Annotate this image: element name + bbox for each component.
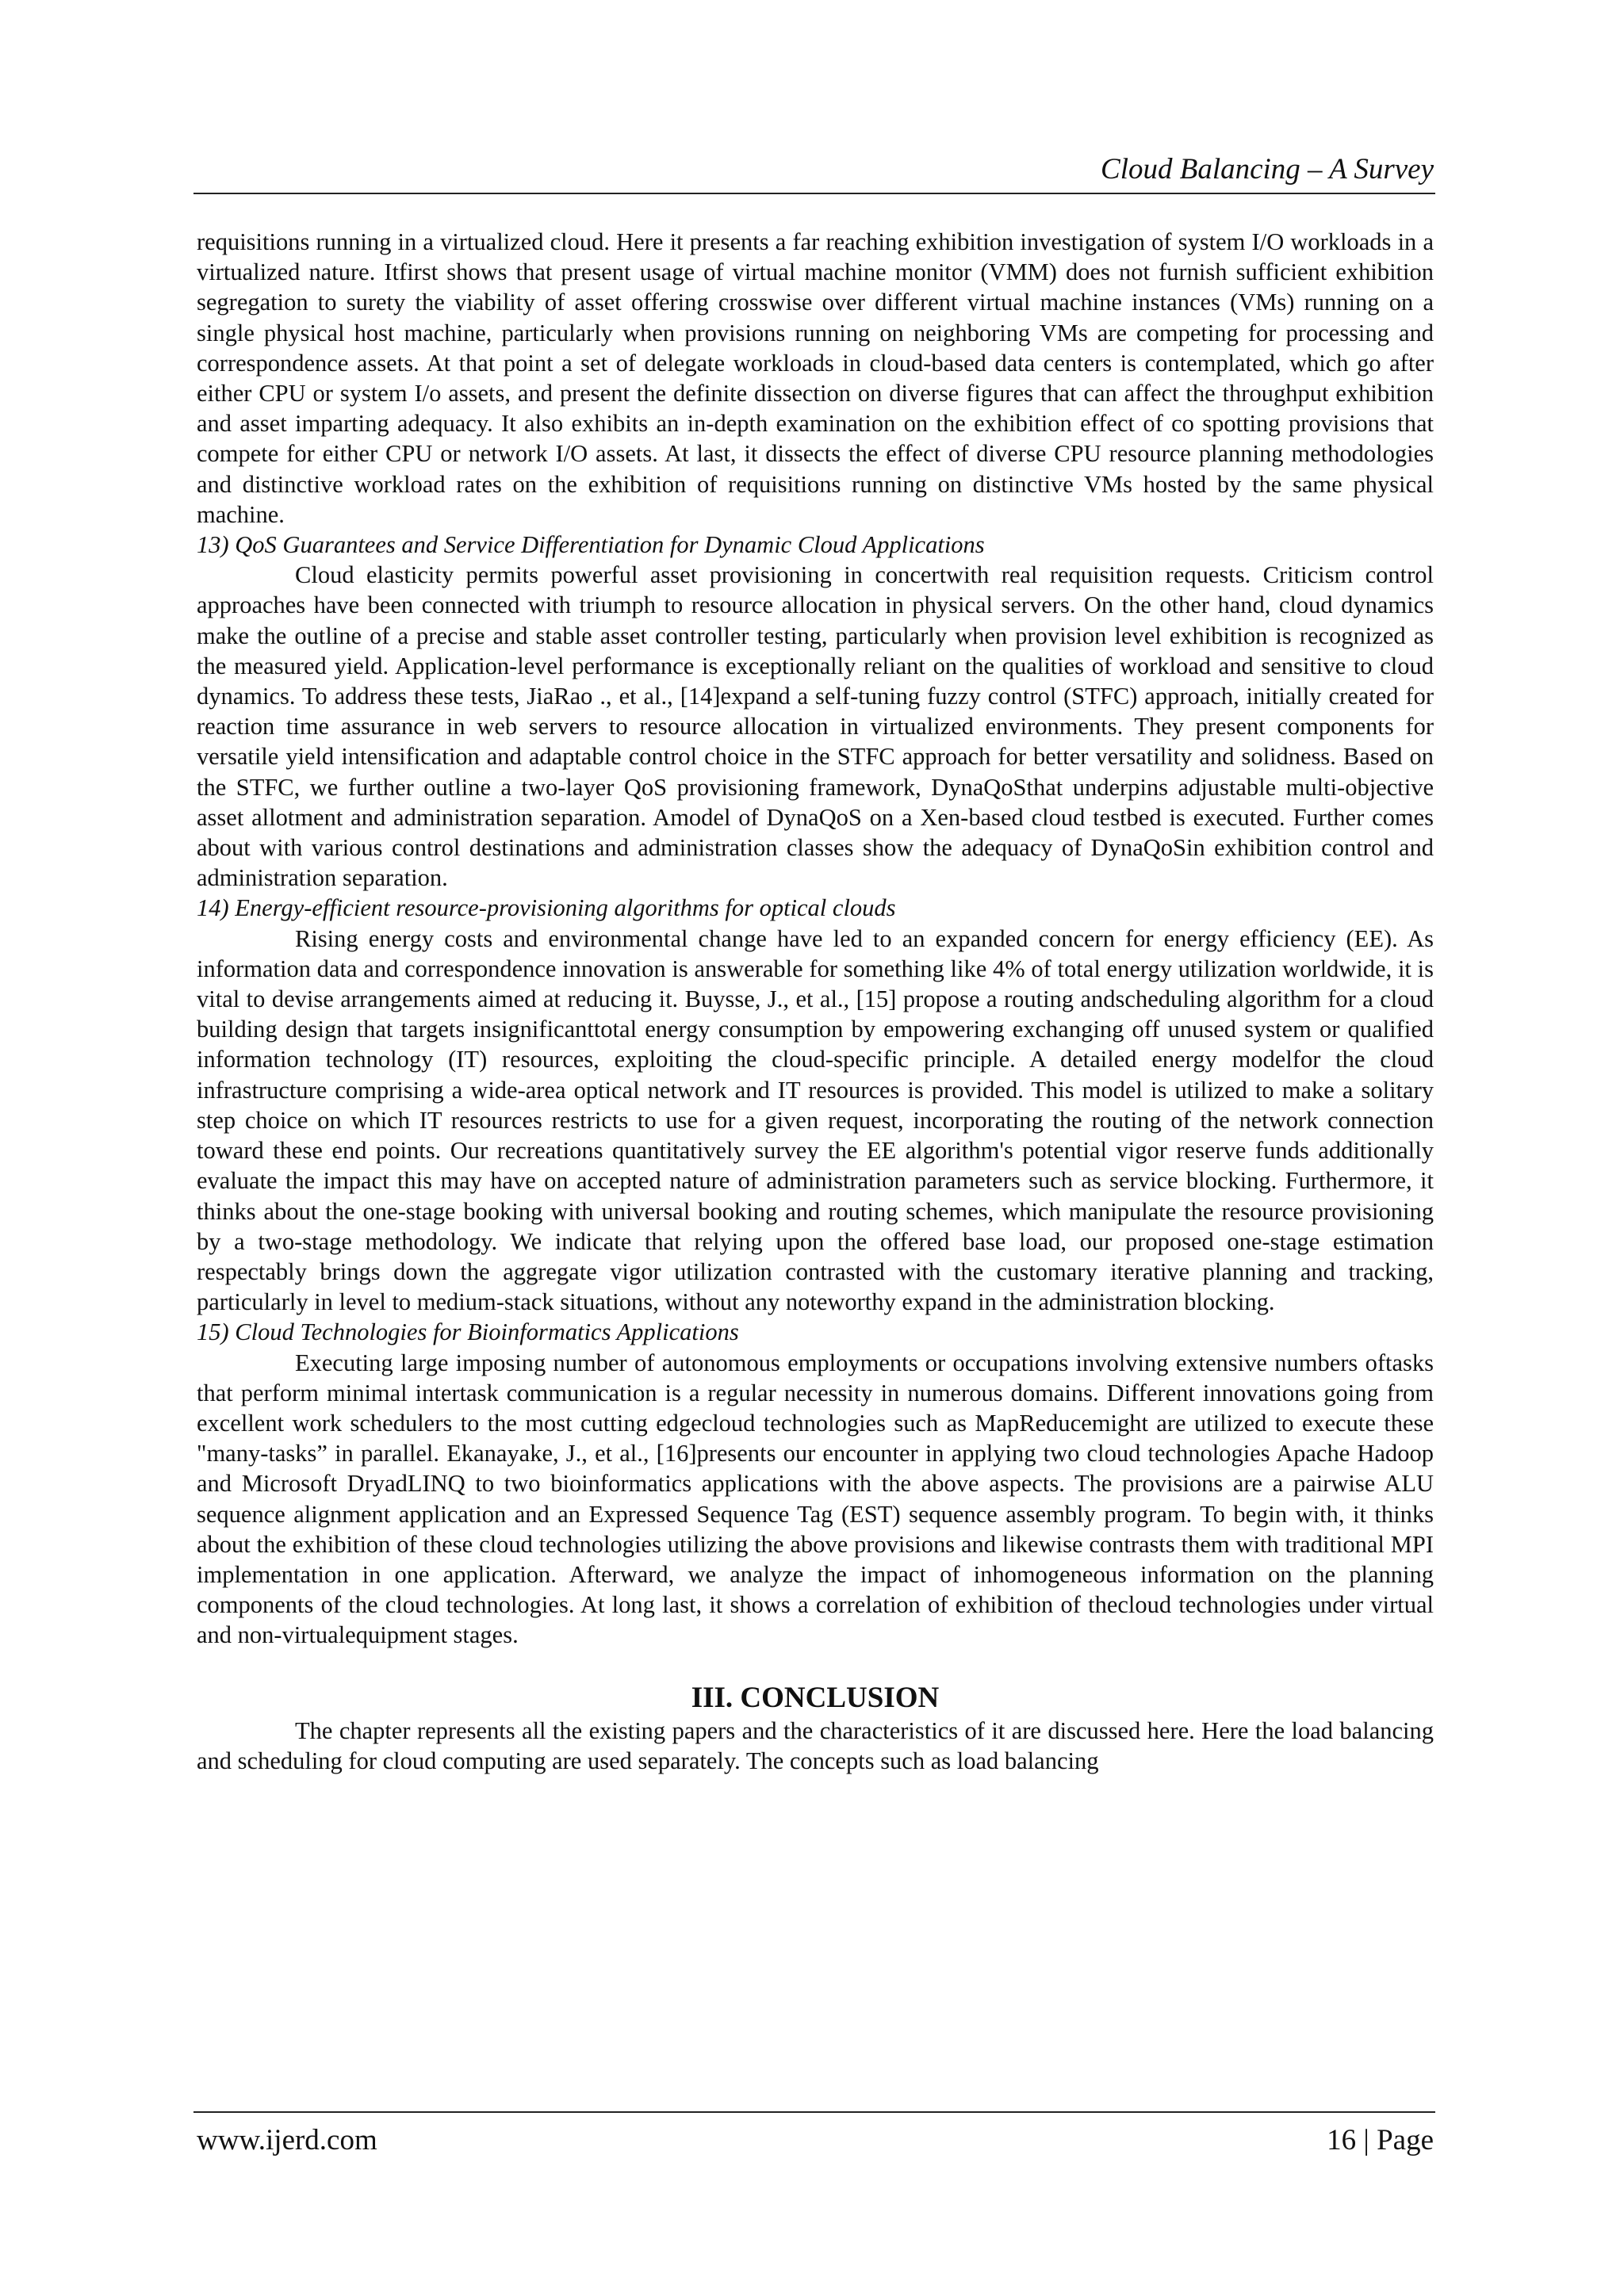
body-text [197, 227, 1434, 1776]
section-14-paragraph: Rising energy costs and environmental change have led to an expanded concern for energy efficiency (EE). As information data and correspondence innovation is answerable for something like 4% of total energy utilization worldwide, it is vital to devise arrangements aimed at reducing it. Buysse, J., et al., [15] propose a routing andscheduling algorithm for a cloud building design that targets insignificanttotal energy consumption by empowering exchanging off unused system or qualified information technology (IT) resources, exploiting the cloud-specific principle. A detailed energy modelfor the cloud infrastructure comprising a wide-area optical network and IT resources is provided. This model is utilized to make a solitary step choice on which IT resources restricts to use for a given request, incorporating the routing of the network connection toward these end points. Our recreations quantitatively survey the EE algorithm's potential vigor reserve funds additionally evaluate the impact this may have on accepted nature of administration parameters such as service blocking. Furthermore, it thinks about the one-stage booking with universal booking and routing schemes, which manipulate the resource provisioning by a two-stage methodology. We indicate that relying upon the offered base load, our proposed one-stage estimation respectably brings down the aggregate vigor utilization contrasted with the customary iterative planning and tracking, particularly in level to medium-stack situations, without any noteworthy expand in the administration blocking. [197, 924, 1434, 1316]
section-13-title: 13) QoS Guarantees and Service Differentiation for Dynamic Cloud Applications [197, 531, 985, 559]
intro-paragraph: requisitions running in a virtualized cloud. Here it presents a far reaching exhibition investigation of system I/O workloads in a virtualized nature. Itfirst shows that present usage of virtual machine monitor (VMM) does not furnish sufficient exhibition segregation to surety the viability of asset offering crosswise over different virtual machine instances (VMs) running on a single physical host machine, particularly when provisions running on neighboring VMs are competing for processing and correspondence assets. At that point a set of delegate workloads in cloud-based data centers is contemplated, which go after either CPU or system I/o assets, and present the definite dissection on diverse figures that can affect the throughput exhibition and asset imparting adequacy. It also exhibits an in-depth examination on the exhibition effect of co spotting provisions that compete for either CPU or network I/O assets. At last, it dissects the effect of diverse CPU resource planning methodologies and distinctive workload rates on the exhibition of requisitions running on distinctive VMs hosted by the same physical machine. [197, 228, 1434, 528]
section-13-paragraph: Cloud elasticity permits powerful asset provisioning in concertwith real requisition requests. Criticism control approaches have been connected with triumph to resource allocation in physical servers. On the other hand, cloud dynamics make the outline of a precise and stable asset controller testing, particularly when provision level exhibition is recognized as the measured yield. Application-level performance is exceptionally reliant on the qualities of workload and sensitive to cloud dynamics. To address these tests, JiaRao ., et al., [14]expand a self-tuning fuzzy control (STFC) approach, initially created for reaction time assurance in web servers to resource allocation in virtualized environments. They present components for versatile yield intensification and adaptable control choice in the STFC approach for better versatility and solidness. Based on the STFC, we further outline a two-layer QoS provisioning framework, DynaQoSthat underpins adjustable multi-objective asset allotment and administration separation. Amodel of DynaQoS on a Xen-based cloud testbed is executed. Further comes about with various control destinations and administration classes show the adequacy of DynaQoSin exhibition control and administration separation. [197, 561, 1434, 892]
footer-rule [193, 2111, 1435, 2113]
section-15-paragraph: Executing large imposing number of autonomous employments or occupations involving extensive numbers oftasks that perform minimal intertask communication is a regular necessity in numerous domains. Different innovations going from excellent work schedulers to the most cutting edgecloud technologies such as MapReducemight are utilized to execute these "many-tasks” in parallel. Ekanayake, J., et al., [16]presents our encounter in applying two cloud technologies Apache Hadoop and Microsoft DryadLINQ to two bioinformatics applications with the above aspects. The provisions are a pairwise ALU sequence alignment application and an Expressed Sequence Tag (EST) sequence assembly program. To begin with, it thinks about the exhibition of these cloud technologies utilizing the above provisions and likewise contrasts them with traditional MPI implementation in one application. Afterward, we analyze the impact of inhomogeneous information on the planning components of the cloud technologies. At long last, it shows a correlation of exhibition of thecloud technologies under virtual and non-virtualequipment stages. [197, 1349, 1434, 1649]
running-header: Cloud Balancing – A Survey [1101, 153, 1434, 186]
footer-page-number: 16 | Page [1327, 2124, 1434, 2156]
conclusion-heading: III. CONCLUSION [691, 1681, 940, 1714]
header-rule [193, 193, 1435, 194]
section-14-title: 14) Energy-efficient resource-provisioning algorithms for optical clouds [197, 894, 896, 922]
footer-website: www.ijerd.com [197, 2124, 377, 2156]
section-15-title: 15) Cloud Technologies for Bioinformatics Applications [197, 1318, 739, 1346]
conclusion-paragraph: The chapter represents all the existing papers and the characteristics of it are discussed here. Here the load balancing and scheduling for cloud computing are used separately. The concepts such as load balancing [197, 1716, 1434, 1774]
